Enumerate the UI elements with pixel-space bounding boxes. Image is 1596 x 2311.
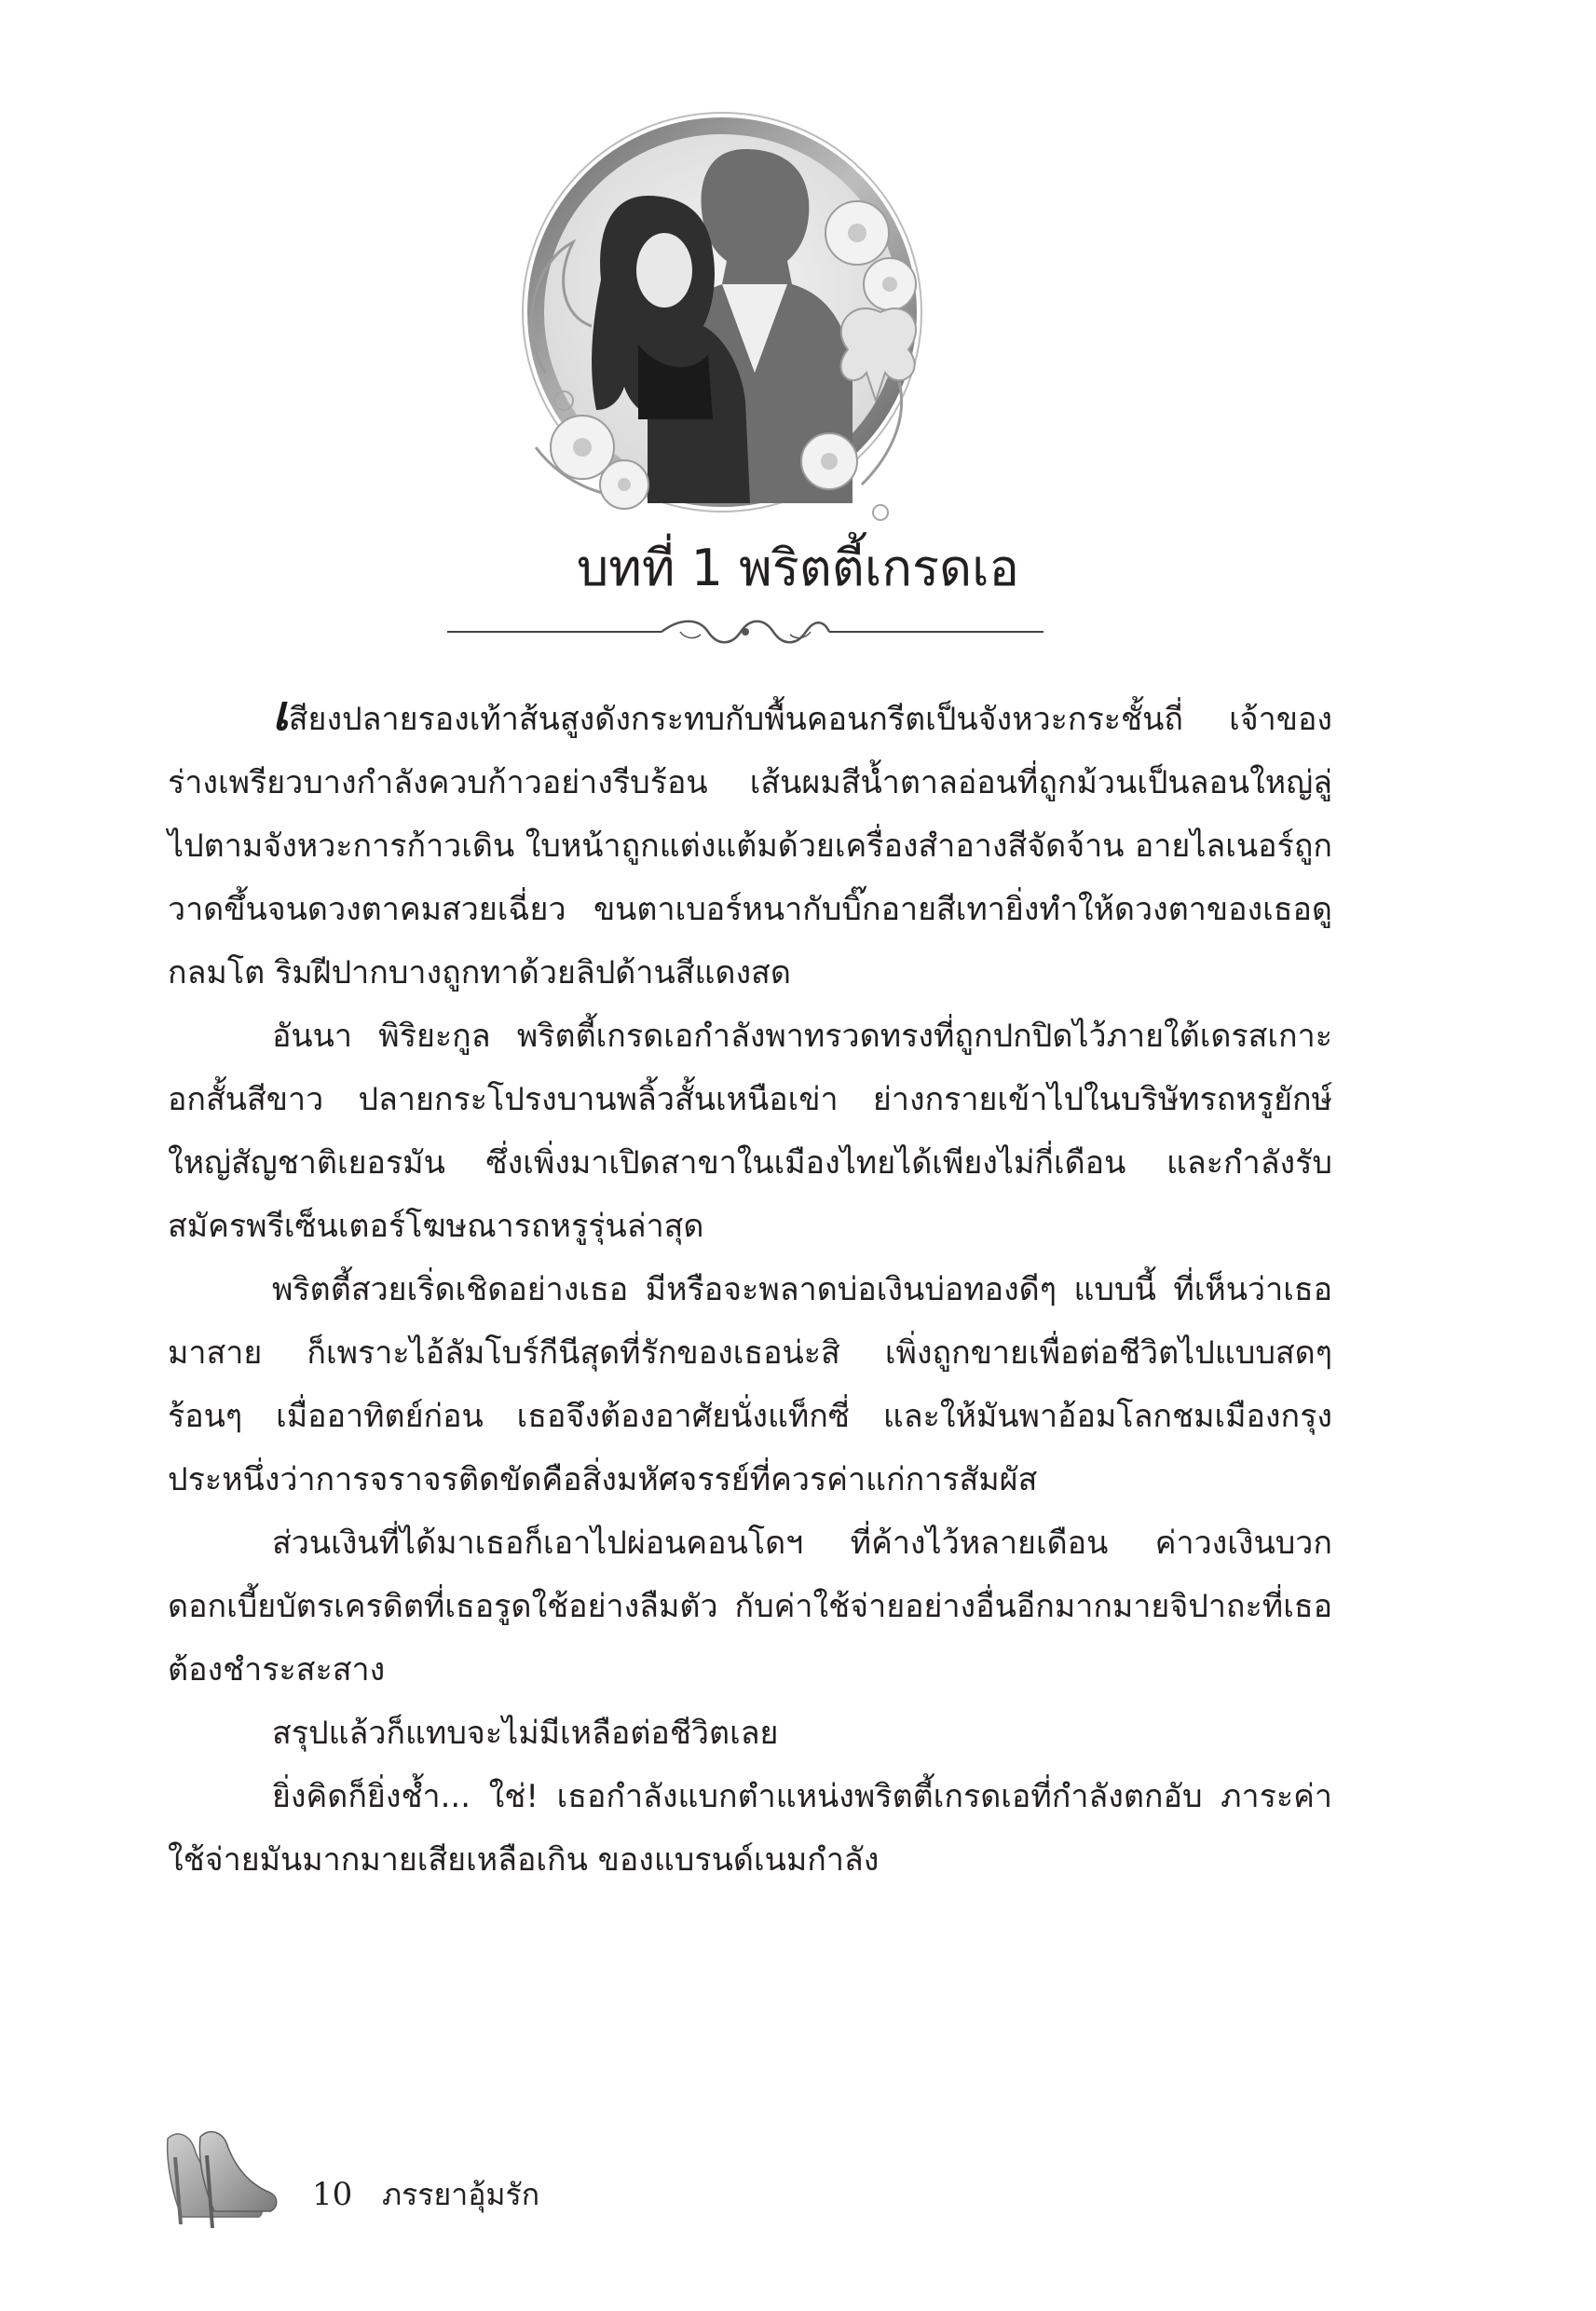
- paragraph-4: ส่วนเงินที่ได้มาเธอก็เอาไปผ่อนคอนโดฯ ที่ค้างไว้หลายเดือน ค่าวงเงินบวกดอกเบี้ยบัตรเครดิตที่เธอรูดใช้อย่างลืมตัว กับค่าใช้จ่ายอย่างอื่นอีกมากมายจิปาถะที่เธอต้องชำระสะสาง: [168, 1525, 1332, 1689]
- paragraph-6: ยิ่งคิดก็ยิ่งช้ำ... ใช่! เธอกำลังแบกตำแหน่งพริตตี้เกรดเอที่กำลังตกอับ ภาระค่าใช้จ่ายมันมากมายเสียเหลือเกิน ของแบรนด์เนมกำลัง: [168, 1778, 1332, 1879]
- chapter-illustration: [508, 93, 936, 559]
- drop-cap: เ: [272, 685, 289, 742]
- paragraph-5: สรุปแล้วก็แทบจะไม่มีเหลือต่อชีวิตเลย: [272, 1715, 779, 1752]
- chapter-title: บทที่ 1 พริตตี้เกรดเอ: [576, 539, 1019, 597]
- chapter-body: [168, 685, 1332, 1892]
- page-number: 10: [312, 2176, 353, 2213]
- title-divider-ornament: [447, 610, 1044, 653]
- paragraph-1-text: สียงปลายรองเท้าส้นสูงดังกระทบกับพื้นคอนกรีตเป็นจังหวะกระชั้นถี่ เจ้าของร่างเพรียวบางกำลังควบก้าวอย่างรีบร้อน เส้นผมสีน้ำตาลอ่อนที่ถูกม้วนเป็นลอนใหญ่ลู่ไปตามจังหวะการก้าวเดิน ใบหน้าถูกแต่งแต้มด้วยเครื่องสำอางสีจัดจ้าน อายไลเนอร์ถูกวาดขึ้นจนดวงตาคมสวยเฉี่ยว ขนตาเบอร์หนากับบิ๊กอายสีเทายิ่งทำให้ดวงตาของเธอดูกลมโต ริมฝีปากบางถูกทาด้วยลิปด้านสีแดงสด: [168, 701, 1332, 991]
- high-heel-shoe-icon: [158, 2120, 280, 2232]
- paragraph-2: อันนา พิริยะกูล พริตตี้เกรดเอกำลังพาทรวดทรงที่ถูกปกปิดไว้ภายใต้เดรสเกาะอกสั้นสีขาว ปลายกระโปรงบานพลิ้วสั้นเหนือเข่า ย่างกรายเข้าไปในบริษัทรถหรูยักษ์ใหญ่สัญชาติเยอรมัน ซึ่งเพิ่งมาเปิดสาขาในเมืองไทยได้เพียงไม่กี่เดือน และกำลังรับสมัครพรีเซ็นเตอร์โฆษณารถหรูรุ่นล่าสุด: [168, 1018, 1332, 1245]
- book-title: ภรรยาอุ้มรัก: [382, 2177, 540, 2212]
- paragraph-1: [168, 685, 1332, 1005]
- paragraph-3: พริตตี้สวยเริ่ดเชิดอย่างเธอ มีหรือจะพลาดบ่อเงินบ่อทองดีๆ แบบนี้ ที่เห็นว่าเธอมาสาย ก็เพราะไอ้ลัมโบร์กีนีสุดที่รักของเธอน่ะสิ เพิ่งถูกขายเพื่อต่อชีวิตไปแบบสดๆ ร้อนๆ เมื่ออาทิตย์ก่อน เธอจึงต้องอาศัยนั่งแท็กซี่ และให้มันพาอ้อมโลกชมเมืองกรุง ประหนึ่งว่าการจราจรติดขัดคือสิ่งมหัศจรรย์ที่ควรค่าแก่การสัมผัส: [168, 1271, 1332, 1498]
- page-footer: [158, 2120, 811, 2232]
